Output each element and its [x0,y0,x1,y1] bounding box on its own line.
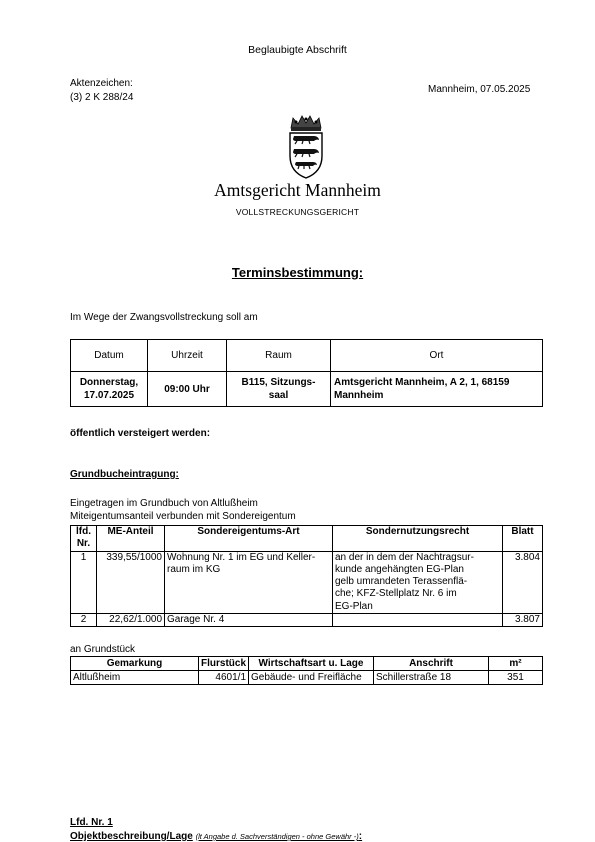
grundbuch-header-row [71,526,543,552]
intro-text: Im Wege der Zwangsvollstreckung soll am [70,312,258,323]
header-flaeche: m² [489,657,543,671]
cell-flaeche: 351 [489,671,543,685]
datum-line: Donnerstag, [79,377,139,388]
header-lfd [71,526,97,552]
header-raum: Raum [227,340,331,372]
snr-line: EG-Plan [335,600,373,612]
termin-table-row [71,372,543,407]
case-number-label: Aktenzeichen: [70,78,133,89]
versteigert-text: öffentlich versteigert werden: [70,428,211,439]
cell-me-anteil: 22,62/1.000 [97,614,165,627]
termin-table [70,339,543,407]
header-uhrzeit: Uhrzeit [148,340,227,372]
objekt-heading: Objektbeschreibung/Lage [70,831,193,842]
cell-me-anteil: 339,55/1000 [97,551,165,613]
cell-anschrift: Schillerstraße 18 [374,671,489,685]
page-title: Terminsbestimmung: [231,265,364,280]
header-ort: Ort [331,340,543,372]
objekt-note: (lt Angabe d. Sachverständigen - ohne Gewähr -) [195,832,359,841]
raum-line: B115, Sitzungs- [241,377,316,388]
header-sondernutzung: Sondernutzungsrecht [333,526,503,552]
grundstueck-table [70,656,543,685]
header-datum: Datum [71,340,148,372]
snr-line: gelb umrandeten Terassenflä- [335,576,468,588]
coat-of-arms-icon [283,114,329,180]
table-row [71,551,543,613]
header-lfd-line: Nr. [76,538,91,550]
place-date: Mannheim, 07.05.2025 [428,84,531,95]
grundbuch-table [70,525,543,627]
table-row [71,671,543,685]
art-line: Wohnung Nr. 1 im EG und Keller- [167,551,316,563]
objekt-colon: : [358,831,363,842]
copy-label: Beglaubigte Abschrift [248,44,347,56]
header-lfd-line: lfd. [76,526,91,537]
cell-sondernutzung [333,614,503,627]
lfd-nr-label: Lfd. Nr. 1 [70,817,113,828]
cell-wirtschaftsart: Gebäude- und Freifläche [249,671,374,685]
raum-line: saal [268,390,289,401]
cell-raum [227,372,331,407]
cell-uhrzeit: 09:00 Uhr [148,372,227,407]
header-flurstueck: Flurstück [199,657,249,671]
termin-table-header-row [71,340,543,372]
grundbuch-eingetragen [70,497,296,523]
snr-line: an der in dem der Nachtragsur- [335,551,474,563]
datum-line: 17.07.2025 [83,390,135,401]
case-number-block [70,77,133,105]
header-blatt: Blatt [503,526,543,552]
ort-line: Amtsgericht Mannheim, A 2, 1, 68159 [334,377,510,388]
cell-art [165,551,333,613]
header-sondereigentum: Sondereigentums-Art [165,526,333,552]
objekt-heading-line [70,831,362,842]
grundbuch-heading: Grundbucheintragung: [70,469,179,480]
court-department: VOLLSTRECKUNGSGERICHT [235,207,360,217]
cell-blatt: 3.807 [503,614,543,627]
cell-nr: 2 [71,614,97,627]
eingetragen-line: Miteigentumsanteil verbunden mit Sondereigentum [70,511,296,522]
court-name: Amtsgericht Mannheim [214,180,381,200]
grundstueck-label: an Grundstück [70,644,136,655]
grundstueck-header-row [71,657,543,671]
cell-ort [331,372,543,407]
header-me-anteil: ME-Anteil [97,526,165,552]
art-line: raum im KG [167,563,221,575]
header-anschrift: Anschrift [374,657,489,671]
snr-line: che; KFZ-Stellplatz Nr. 6 im [335,588,457,600]
cell-sondernutzung [333,551,503,613]
cell-flurstueck: 4601/1 [199,671,249,685]
cell-nr: 1 [71,551,97,613]
cell-datum [71,372,148,407]
ort-line: Mannheim [334,390,384,401]
eingetragen-line: Eingetragen im Grundbuch von Altlußheim [70,498,258,509]
header-gemarkung: Gemarkung [71,657,199,671]
header-wirtschaftsart: Wirtschaftsart u. Lage [249,657,374,671]
snr-line: kunde angehängten EG-Plan [335,563,464,575]
cell-blatt: 3.804 [503,551,543,613]
cell-gemarkung: Altlußheim [71,671,199,685]
cell-art: Garage Nr. 4 [165,614,333,627]
case-number-value: (3) 2 K 288/24 [70,92,134,103]
table-row [71,614,543,627]
